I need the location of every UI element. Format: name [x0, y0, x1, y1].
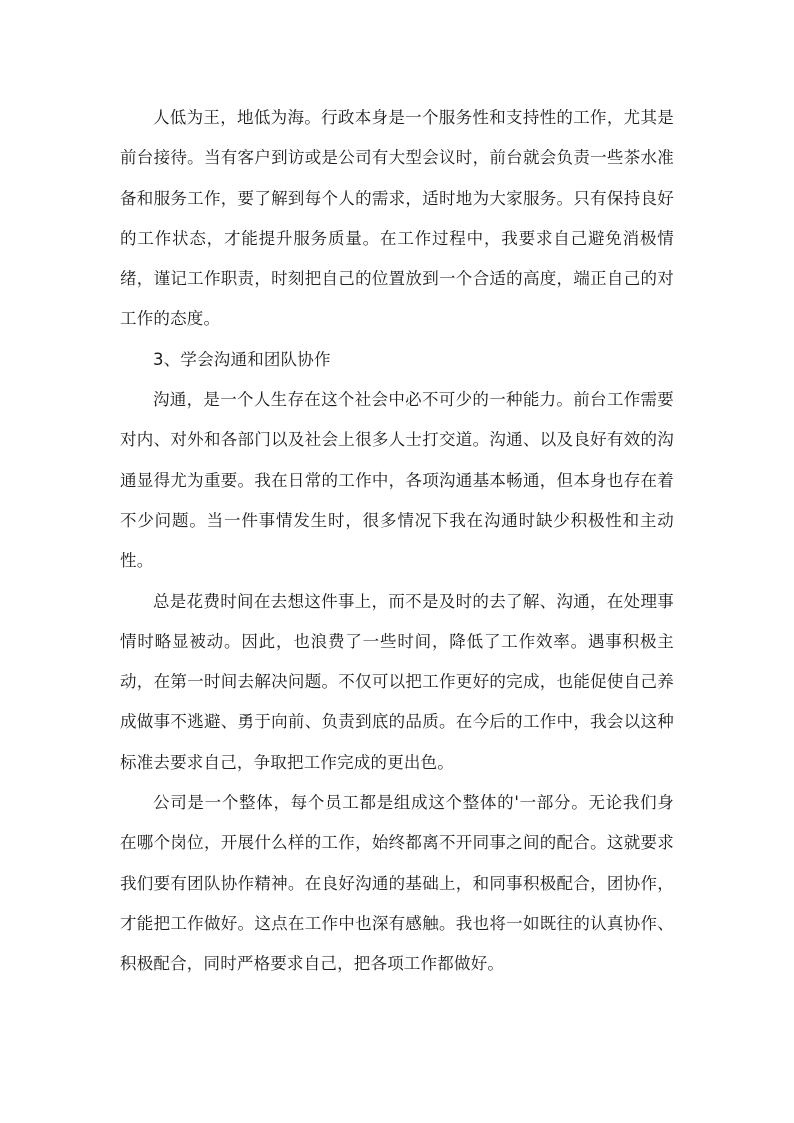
- paragraph-teamwork: 公司是一个整体，每个员工都是组成这个整体的'一部分。无论我们身在哪个岗位，开展什么样的工作，始终都离不开同事之间的配合。这就要求我们要有团队协作精神。在良好沟通的基础上，和同事积极配合，团协作，才能把工作做好。这点在工作中也深有感触。我也将一如既往的认真协作、积极配合，同时严格要求自己，把各项工作都做好。: [120, 793, 674, 974]
- section-heading-communication: 3、学会沟通和团队协作: [153, 349, 331, 369]
- document-body: [120, 98, 674, 985]
- paragraph-service-attitude: 人低为王，地低为海。行政本身是一个服务性和支持性的工作，尤其是前台接待。当有客户到访或是公司有大型会议时，前台就会负责一些茶水准备和服务工作，要了解到每个人的需求，适时地为大家服务。只有保持良好的工作状态，才能提升服务质量。在工作过程中，我要求自己避免消极情绪，谨记工作职责，时刻把自己的位置放到一个合适的高度，端正自己的对工作的态度。: [120, 108, 674, 329]
- paragraph-initiative: 总是花费时间在去想这件事上，而不是及时的去了解、沟通，在处理事情时略显被动。因此，也浪费了一些时间，降低了工作效率。遇事积极主动，在第一时间去解决问题。不仅可以把工作更好的完成，也能促使自己养成做事不逃避、勇于向前、负责到底的品质。在今后的工作中，我会以这种标准去要求自己，争取把工作完成的更出色。: [120, 591, 674, 772]
- paragraph-communication: 沟通，是一个人生存在这个社会中必不可少的一种能力。前台工作需要对内、对外和各部门以及社会上很多人士打交道。沟通、以及良好有效的沟通显得尤为重要。我在日常的工作中，各项沟通基本畅通，但本身也存在着不少问题。当一件事情发生时，很多情况下我在沟通时缺少积极性和主动性。: [120, 390, 674, 571]
